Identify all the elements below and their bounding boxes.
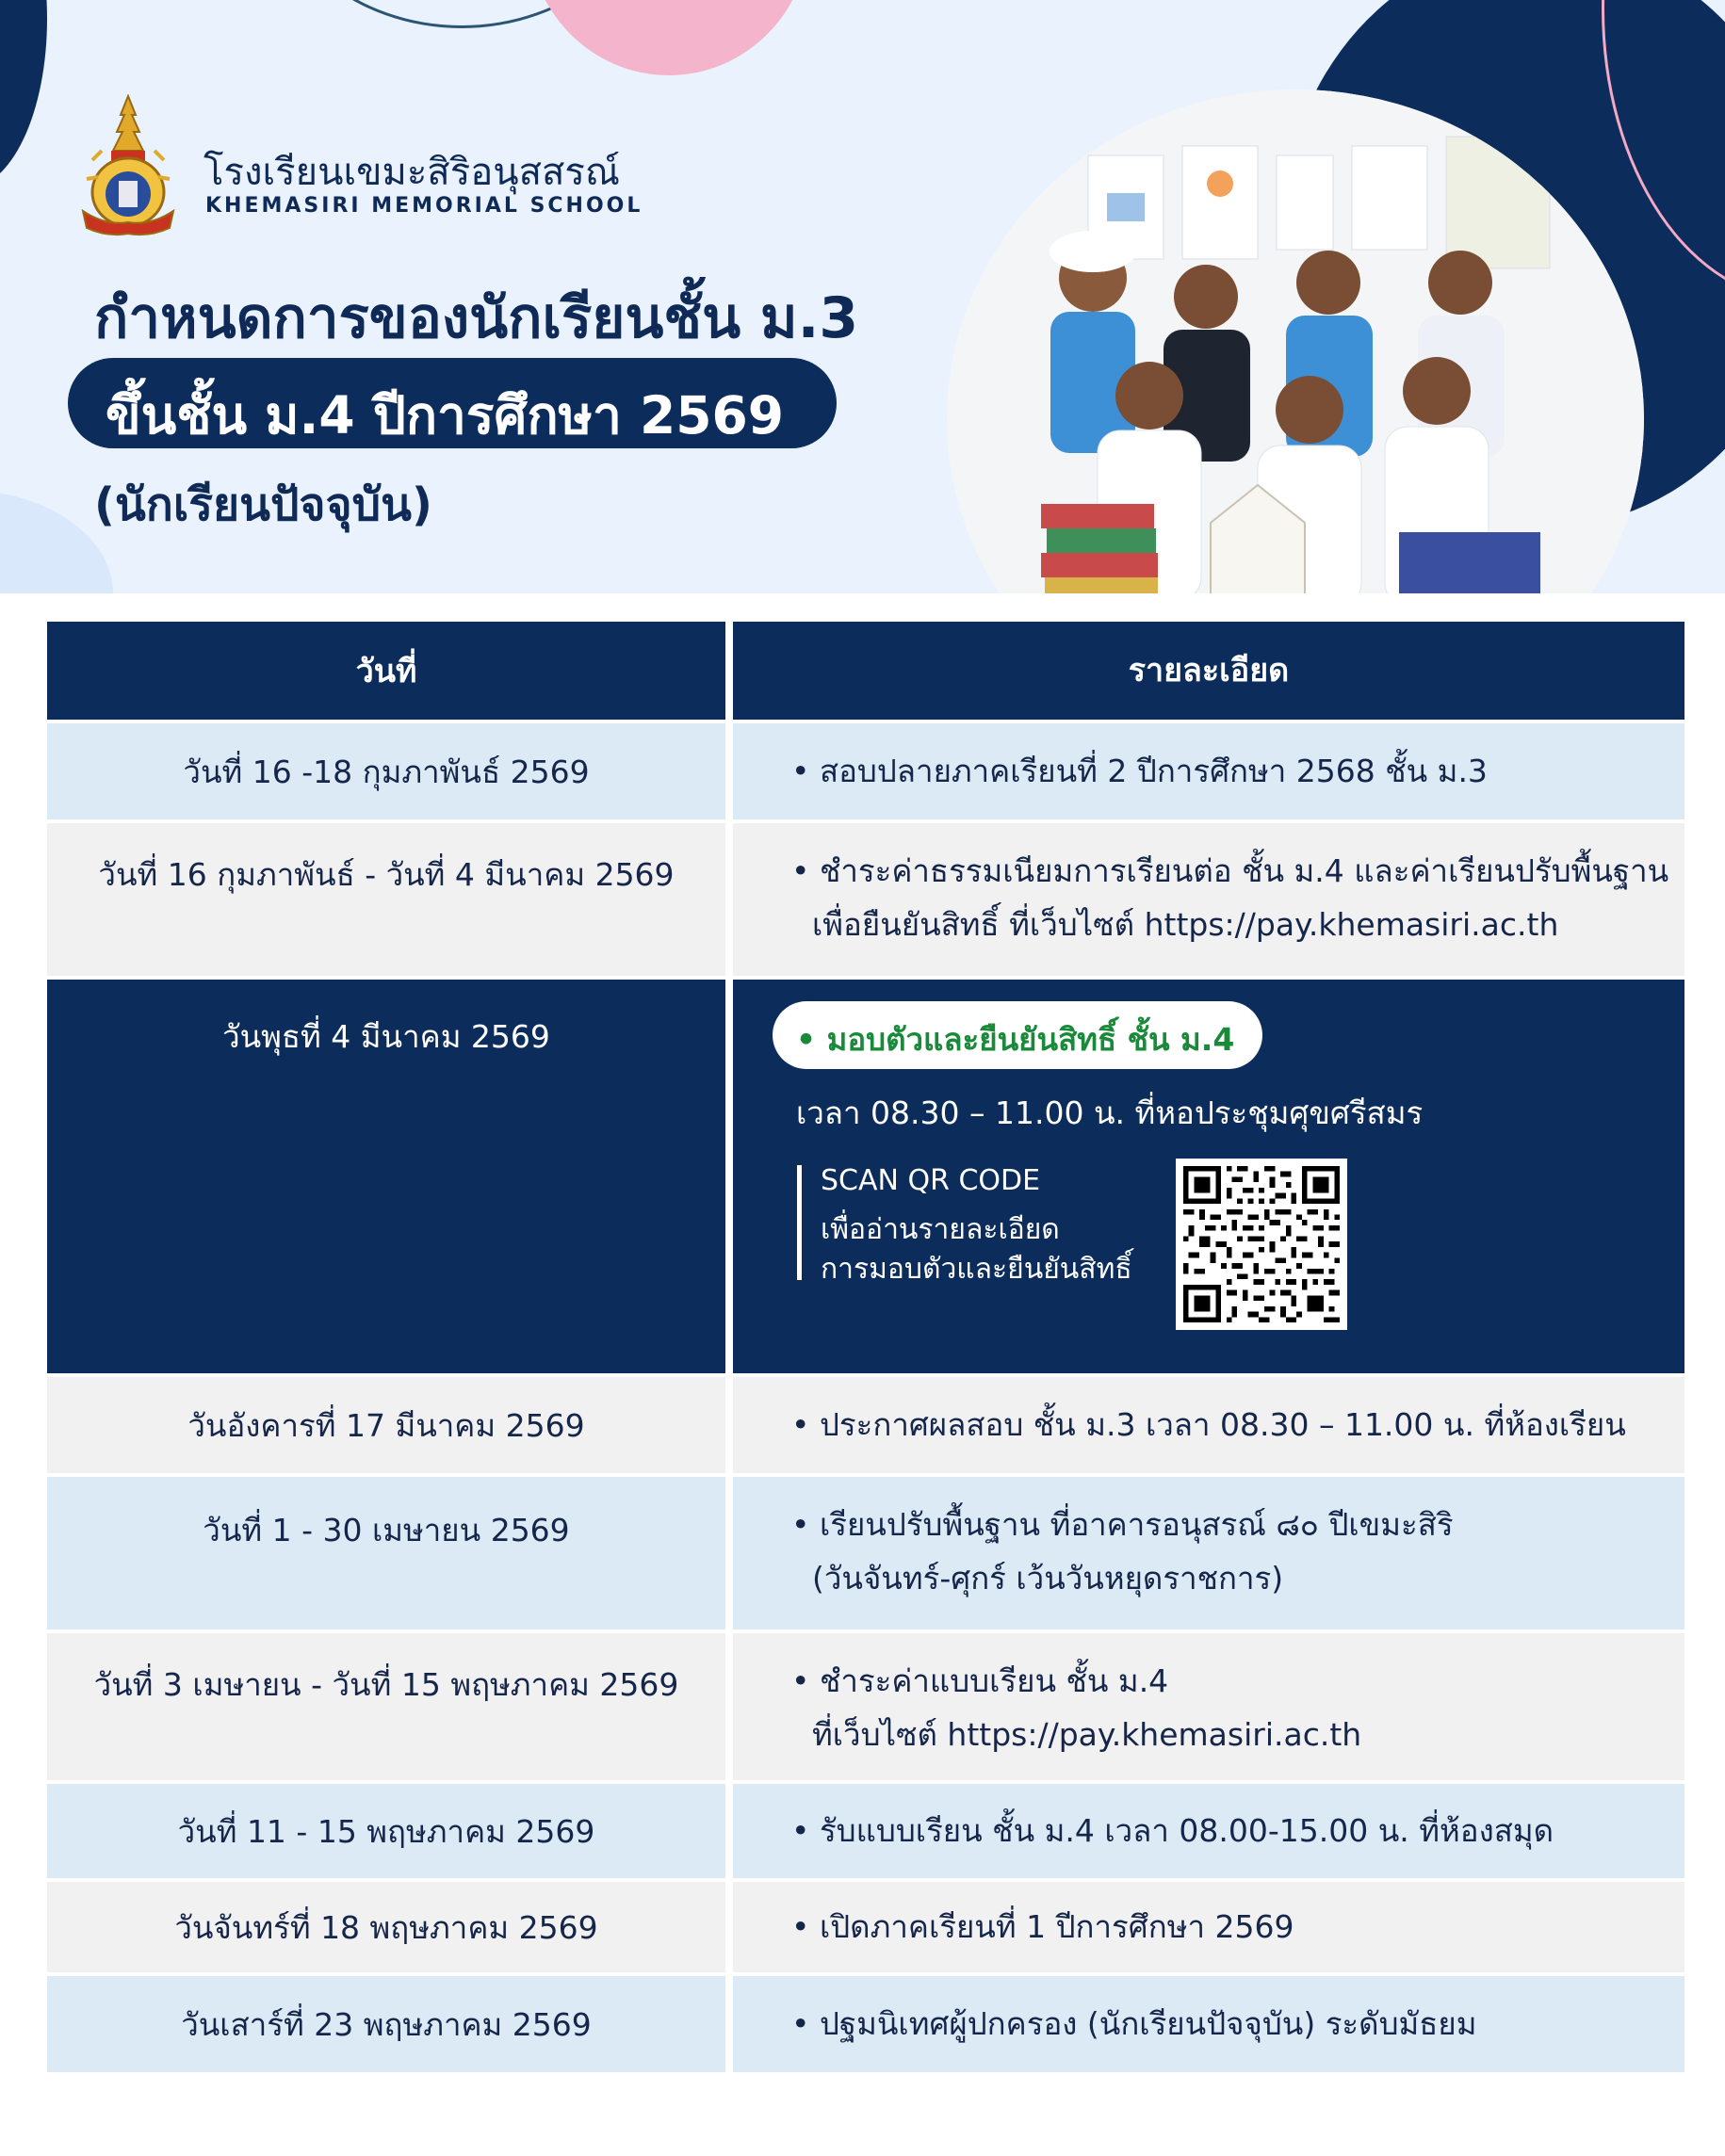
row-detail <box>733 1784 1684 1878</box>
detail-line: • รับแบบเรียน ชั้น ม.4 เวลา 08.00-15.00 น. ที่ห้องสมุด <box>791 1812 1554 1849</box>
table-row <box>47 1784 1684 1878</box>
detail-line: ที่เว็บไซต์ https://pay.khemasiri.ac.th <box>812 1716 1362 1753</box>
detail-line: • ปฐมนิเทศผู้ปกครอง (นักเรียนปัจจุบัน) ระดับมัธยม <box>791 2005 1477 2042</box>
table-row <box>47 1477 1684 1629</box>
table-row <box>47 723 1684 819</box>
header-banner <box>0 0 1725 593</box>
row-detail <box>733 1882 1684 1972</box>
table-row <box>47 1633 1684 1780</box>
row-date: วันที่ 3 เมษายน - วันที่ 15 พฤษภาคม 2569 <box>47 1633 725 1780</box>
row-detail <box>733 1477 1684 1629</box>
header-detail: รายละเอียด <box>733 622 1684 720</box>
page-subtitle: ขึ้นชั้น ม.4 ปีการศึกษา 2569 <box>106 385 785 446</box>
row-date: วันเสาร์ที่ 23 พฤษภาคม 2569 <box>47 1976 725 2072</box>
qr-code-icon[interactable] <box>1176 1159 1347 1330</box>
header-date: วันที่ <box>47 622 725 720</box>
qr-caption-line: การมอบตัวและยืนยันสิทธิ์ <box>821 1253 1132 1286</box>
table-row <box>47 823 1684 976</box>
page-title: กำหนดการของนักเรียนชั้น ม.3 <box>94 285 859 351</box>
detail-line: • ชำระค่าธรรมเนียมการเรียนต่อ ชั้น ม.4 และค่าเรียนปรับพื้นฐาน <box>791 852 1669 889</box>
row-detail <box>733 723 1684 819</box>
table-row <box>47 1377 1684 1473</box>
row-date: วันที่ 16 กุมภาพันธ์ - วันที่ 4 มีนาคม 2569 <box>47 823 725 976</box>
enrollment-label: • มอบตัวและยืนยันสิทธิ์ ชั้น ม.4 <box>796 1021 1235 1058</box>
decorative-circle <box>0 0 47 188</box>
detail-line: (วันจันทร์-ศุกร์ เว้นวันหยุดราชการ) <box>812 1560 1284 1597</box>
table-row <box>47 1976 1684 2072</box>
qr-accent-bar <box>797 1165 802 1280</box>
row-date: วันพุธที่ 4 มีนาคม 2569 <box>47 980 725 1373</box>
school-name-english: KHEMASIRI MEMORIAL SCHOOL <box>205 194 643 218</box>
detail-line: • เรียนปรับพื้นฐาน ที่อาคารอนุสรณ์ ๘๐ ปีเขมะสิริ <box>791 1506 1454 1543</box>
table-row <box>47 1882 1684 1972</box>
row-detail <box>733 1377 1684 1473</box>
row-date: วันจันทร์ที่ 18 พฤษภาคม 2569 <box>47 1882 725 1972</box>
row-detail <box>733 823 1684 976</box>
qr-caption-title: SCAN QR CODE <box>821 1164 1041 1197</box>
table-header-row <box>47 622 1684 720</box>
school-name-thai: โรงเรียนเขมะสิริอนุสสรณ์ <box>203 151 620 194</box>
detail-line: • เปิดภาคเรียนที่ 1 ปีการศึกษา 2569 <box>791 1908 1294 1945</box>
row-date: วันที่ 11 - 15 พฤษภาคม 2569 <box>47 1784 725 1878</box>
detail-line: • สอบปลายภาคเรียนที่ 2 ปีการศึกษา 2568 ชั้น ม.3 <box>791 753 1488 789</box>
row-date: วันอังคารที่ 17 มีนาคม 2569 <box>47 1377 725 1473</box>
school-crest-icon <box>77 94 179 243</box>
detail-line: เพื่อยืนยันสิทธิ์ ที่เว็บไซต์ https://pay.khemasiri.ac.th <box>812 906 1559 943</box>
detail-line: • ประกาศผลสอบ ชั้น ม.3 เวลา 08.30 – 11.00 น. ที่ห้องเรียน <box>791 1406 1626 1443</box>
enrollment-time: เวลา 08.30 – 11.00 น. ที่หอประชุมศุขศรีสมร <box>796 1094 1424 1131</box>
row-date: วันที่ 16 -18 กุมภาพันธ์ 2569 <box>47 723 725 819</box>
page-note: (นักเรียนปัจจุบัน) <box>94 478 432 531</box>
detail-line: • ชำระค่าแบบเรียน ชั้น ม.4 <box>791 1662 1169 1699</box>
row-detail <box>733 1633 1684 1780</box>
row-detail <box>733 1976 1684 2072</box>
row-date: วันที่ 1 - 30 เมษายน 2569 <box>47 1477 725 1629</box>
decorative-circle <box>528 0 810 75</box>
qr-caption-line: เพื่ออ่านรายละเอียด <box>821 1213 1060 1246</box>
